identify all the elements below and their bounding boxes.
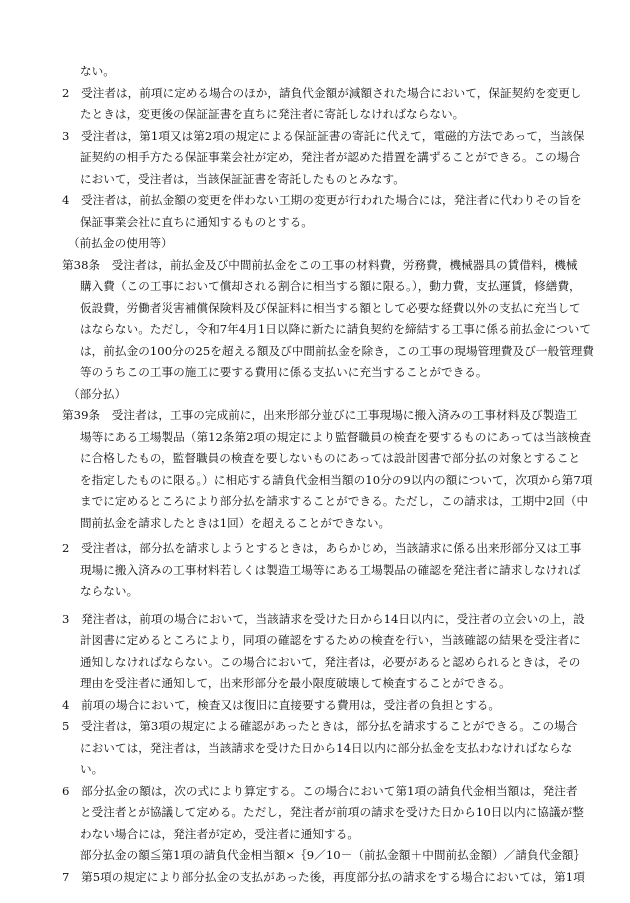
- section-heading: （前払金の使用等）: [68, 236, 173, 250]
- text-line: い。: [80, 762, 104, 776]
- text-line: 6 部分払金の額は，次の式により算定する。この場合において第1項の請負代金相当額は，発注者: [62, 784, 578, 798]
- text-line: において，受注者は，当該保証証書を寄託したものとみなす。: [80, 172, 405, 186]
- text-line: 間前払金を請求したときは1回）を超えることができない。: [80, 516, 391, 530]
- article-line: 第39条 受注者は，工事の完成前に，出来形部分並びに工事現場に搬入済みの工事材料及び製造工: [62, 408, 578, 422]
- section-heading: （部分払）: [68, 387, 127, 401]
- text-line: 証契約の相手方たる保証事業会社が定め，発注者が認めた措置を講ずることができる。この場合: [80, 150, 581, 164]
- text-line: 3 受注者は，第1項又は第2項の規定による保証証書の寄託に代えて，電磁的方法であって，当該保: [62, 129, 585, 143]
- text-line: 理由を受注者に通知して，出来形部分を最小限度破壊して検査することができる。: [80, 676, 511, 690]
- text-line: までに定めるところにより部分払を請求することができる。ただし，この請求は，工期中2回（中: [80, 494, 589, 508]
- text-line: 5 受注者は，第3項の規定による確認があったときは，部分払を請求することができる。この場合: [62, 719, 578, 733]
- text-line: を指定したものに限る。）に相応する請負代金相当額の10分の9以内の額について，次項から第7項: [80, 473, 593, 487]
- text-line: 2 受注者は，前項に定める場合のほか，請負代金額が減額された場合において，保証契約を変更し: [62, 86, 582, 100]
- text-line: わない場合には，発注者が定め，受注者に通知する。: [80, 827, 359, 841]
- text-line: はならない。ただし，令和7年4月1日以降に新たに請負契約を締結する工事に係る前払金について: [80, 322, 592, 336]
- text-line: 通知しなければならない。この場合において，発注者は，必要があると認められるときは，その: [80, 655, 581, 669]
- text-line: においては，発注者は，当該請求を受けた日から14日以内に部分払金を支払わなければならな: [80, 741, 573, 755]
- text-line: 仮設費，労働者災害補償保険料及び保証料に相当する額として必要な経費以外の支払に充当して: [80, 301, 581, 315]
- text-line: は，前払金の100分の25を超える額及び中間前払金を除き，この工事の現場管理費及び一般管理費: [80, 344, 595, 358]
- text-line: 4 受注者は，前払金額の変更を伴わない工期の変更が行われた場合には，発注者に代わりその旨を: [62, 193, 582, 207]
- formula-line: 部分払金の額≦第1項の請負代金相当額×｛9／10－（前払金額＋中間前払金額）／請負代金額｝: [80, 848, 586, 862]
- text-line: 等のうちこの工事の施工に要する費用に係る支払いに充当することができる。: [80, 365, 488, 379]
- text-line: 保証事業会社に直ちに通知するものとする。: [80, 215, 313, 229]
- text-line: 3 発注者は，前項の場合において，当該請求を受けた日から14日以内に，受注者の立会いの上，設: [62, 612, 585, 626]
- text-line: と受注者とが協議して定める。ただし，発注者が前項の請求を受けた日から10日以内に協議が整: [80, 805, 584, 819]
- text-line: 2 受注者は，部分払を請求しようとするときは，あらかじめ，当該請求に係る出来形部分又は工事: [62, 541, 582, 555]
- text-line: ならない。: [80, 584, 139, 598]
- text-line: 7 第5項の規定により部分払金の支払があった後，再度部分払の請求をする場合においては，第1項: [62, 870, 585, 884]
- text-line: 購入費（この工事において償却される割合に相当する額に限る。），動力費，支払運賃，修繕費，: [80, 279, 581, 293]
- article-line: 第38条 受注者は，前払金及び中間前払金をこの工事の材料費，労務費，機械器具の賃借料，機械: [62, 258, 578, 272]
- text-line: 4 前項の場合において，検査又は復旧に直接要する費用は，受注者の負担とする。: [62, 698, 501, 712]
- text-line: 計図書に定めるところにより，同項の確認をするための検査を行い，当該確認の結果を受注者に: [80, 633, 581, 647]
- text-line: 場等にある工場製品（第12条第2項の規定により監督職員の検査を要するものにあっては当該検査: [80, 430, 592, 444]
- text-line: たときは，変更後の保証証書を直ちに発注者に寄託しなければならない。: [80, 107, 465, 121]
- text-line: ない。: [80, 64, 115, 78]
- text-line: 現場に搬入済みの工事材料若しくは製造工場等にある工場製品の確認を発注者に請求しなければ: [80, 563, 581, 577]
- text-line: に合格したもの，監督職員の検査を要しないものにあっては設計図書で部分払の対象とすること: [80, 451, 581, 465]
